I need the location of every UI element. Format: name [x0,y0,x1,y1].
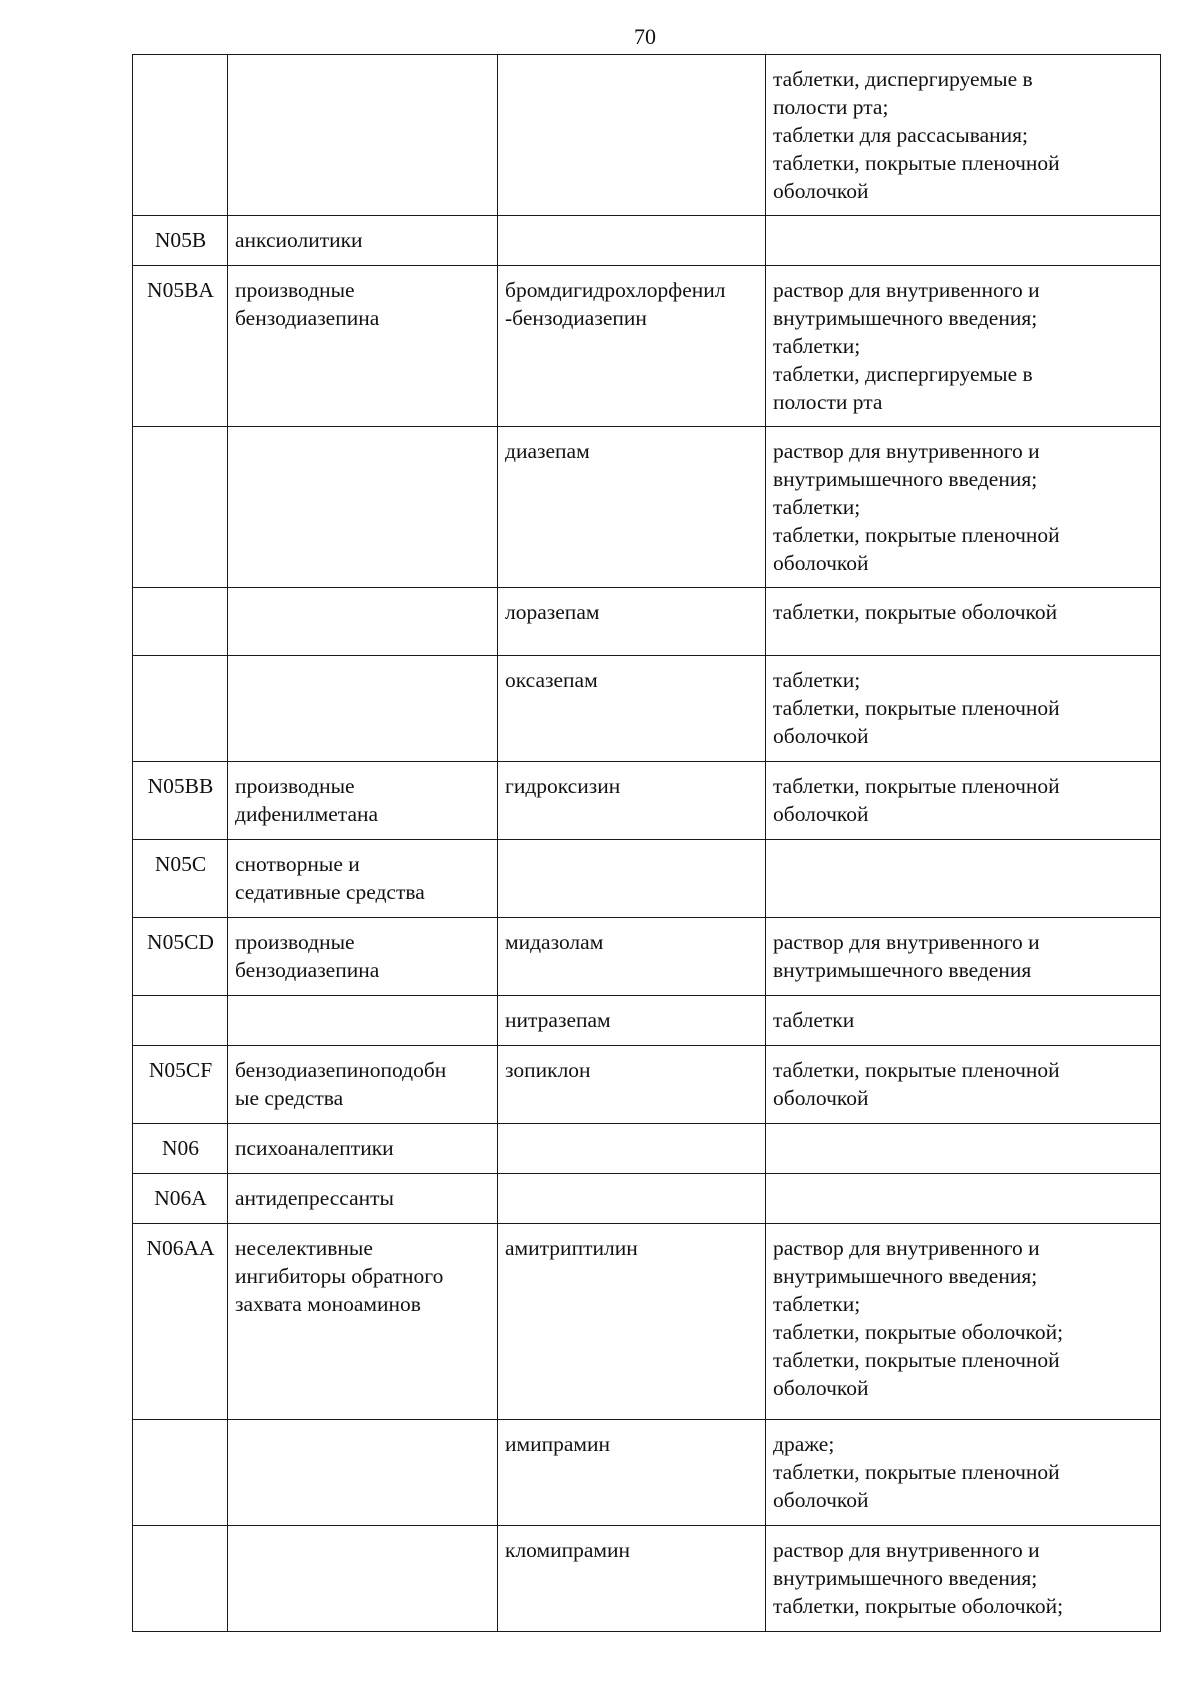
group-cell [228,1224,498,1420]
group-line: анксиолитики [235,228,363,252]
atc-code-cell: N06 [133,1124,228,1174]
table-row [133,427,1161,588]
group-cell [228,918,498,996]
dosage-form-line: таблетки, покрытые пленочной [773,1348,1060,1372]
group-cell [228,1124,498,1174]
substance-cell [498,1526,766,1632]
atc-code-cell: N05CF [133,1046,228,1124]
dosage-form-line: таблетки, покрытые пленочной [773,774,1060,798]
dosage-form-line: таблетки, покрытые оболочкой; [773,1594,1064,1618]
group-line: седативные средства [235,880,425,904]
dosage-form-cell [766,656,1161,762]
dosage-form-cell [766,427,1161,588]
substance-line: оксазепам [505,668,598,692]
dosage-form-line: раствор для внутривенного и [773,439,1040,463]
table-row [133,1046,1161,1124]
group-cell [228,840,498,918]
dosage-form-line: оболочкой [773,802,869,826]
dosage-form-cell [766,840,1161,918]
substance-line: нитразепам [505,1008,611,1032]
dosage-form-line: оболочкой [773,551,869,575]
dosage-form-cell [766,1124,1161,1174]
substance-line: -бензодиазепин [505,306,647,330]
dosage-form-cell [766,1046,1161,1124]
atc-code-cell: N06AA [133,1224,228,1420]
dosage-form-line: оболочкой [773,1086,869,1110]
group-cell [228,1174,498,1224]
substance-line: бромдигидрохлорфенил [505,278,726,302]
group-cell [228,427,498,588]
dosage-form-line: таблетки, покрытые пленочной [773,696,1060,720]
dosage-form-cell [766,1224,1161,1420]
group-line: ингибиторы обратного [235,1264,444,1288]
substance-cell [498,1124,766,1174]
dosage-form-line: раствор для внутривенного и [773,1538,1040,1562]
atc-code-cell [133,1526,228,1632]
group-cell [228,216,498,266]
substance-line: мидазолам [505,930,604,954]
group-line: ые средства [235,1086,344,1110]
group-line: бензодиазепина [235,306,380,330]
group-line: производные [235,930,355,954]
atc-code-cell [133,55,228,216]
atc-code-cell: N05CD [133,918,228,996]
substance-line: зопиклон [505,1058,591,1082]
substance-cell [498,55,766,216]
table-row [133,1526,1161,1632]
dosage-form-cell [766,216,1161,266]
dosage-form-line: таблетки; [773,668,861,692]
dosage-form-line: таблетки, покрытые пленочной [773,1058,1060,1082]
dosage-form-line: таблетки; [773,495,861,519]
dosage-form-cell [766,762,1161,840]
dosage-form-line: внутримышечного введения; [773,1264,1038,1288]
substance-cell [498,216,766,266]
dosage-form-line: таблетки для рассасывания; [773,123,1028,147]
dosage-form-line: внутримышечного введения; [773,467,1038,491]
table-row [133,588,1161,656]
group-cell [228,996,498,1046]
table-row [133,840,1161,918]
group-line: психоаналептики [235,1136,394,1160]
table-body [133,55,1161,1632]
dosage-form-cell [766,55,1161,216]
group-cell [228,588,498,656]
substance-cell [498,1224,766,1420]
group-cell [228,1526,498,1632]
dosage-form-line: полости рта; [773,95,889,119]
dosage-form-line: внутримышечного введения; [773,306,1038,330]
substance-cell [498,266,766,427]
dosage-form-line: полости рта [773,390,883,414]
table-row [133,1174,1161,1224]
dosage-form-line: таблетки, диспергируемые в [773,67,1033,91]
atc-code-cell [133,1420,228,1526]
atc-code-cell: N05C [133,840,228,918]
dosage-form-line: оболочкой [773,179,869,203]
group-line: производные [235,278,355,302]
dosage-form-cell [766,266,1161,427]
dosage-form-line: внутримышечного введения; [773,1566,1038,1590]
substance-cell [498,1174,766,1224]
group-cell [228,1420,498,1526]
substance-cell [498,762,766,840]
table-row [133,918,1161,996]
atc-code-cell: N05B [133,216,228,266]
atc-code-cell: N05BA [133,266,228,427]
dosage-form-line: таблетки; [773,1292,861,1316]
dosage-form-cell [766,996,1161,1046]
dosage-form-cell [766,1174,1161,1224]
dosage-form-line: раствор для внутривенного и [773,930,1040,954]
substance-line: диазепам [505,439,590,463]
substance-cell [498,1046,766,1124]
atc-code-cell [133,427,228,588]
substance-cell [498,918,766,996]
substance-line: амитриптилин [505,1236,638,1260]
substance-line: гидроксизин [505,774,621,798]
dosage-form-line: раствор для внутривенного и [773,278,1040,302]
substance-cell [498,656,766,762]
table-row [133,1420,1161,1526]
group-line: бензодиазепиноподобн [235,1058,447,1082]
table-row [133,216,1161,266]
group-cell [228,266,498,427]
group-cell [228,55,498,216]
dosage-form-line: оболочкой [773,1488,869,1512]
substance-line: имипрамин [505,1432,611,1456]
dosage-form-line: внутримышечного введения [773,958,1032,982]
drug-table [132,54,1161,1632]
group-line: антидепрессанты [235,1186,395,1210]
table-row [133,266,1161,427]
substance-line: лоразепам [505,600,600,624]
page-number: 70 [634,24,656,49]
group-cell [228,656,498,762]
table-row [133,996,1161,1046]
atc-code-cell: N06A [133,1174,228,1224]
dosage-form-line: таблетки; [773,334,861,358]
table-row [133,55,1161,216]
substance-cell [498,588,766,656]
dosage-form-line: таблетки [773,1008,855,1032]
substance-cell [498,427,766,588]
dosage-form-line: таблетки, покрытые пленочной [773,1460,1060,1484]
substance-line: кломипрамин [505,1538,631,1562]
atc-code-cell [133,996,228,1046]
group-line: дифенилметана [235,802,379,826]
group-line: снотворные и [235,852,360,876]
table-row [133,1224,1161,1420]
dosage-form-cell [766,588,1161,656]
dosage-form-cell [766,918,1161,996]
atc-code-cell [133,656,228,762]
dosage-form-line: драже; [773,1432,835,1456]
table-row [133,1124,1161,1174]
dosage-form-line: таблетки, покрытые оболочкой; [773,1320,1064,1344]
dosage-form-cell [766,1420,1161,1526]
atc-code-cell [133,588,228,656]
group-line: бензодиазепина [235,958,380,982]
dosage-form-line: оболочкой [773,1376,869,1400]
table-row [133,656,1161,762]
dosage-form-line: таблетки, диспергируемые в [773,362,1033,386]
dosage-form-line: таблетки, покрытые оболочкой [773,600,1058,624]
substance-cell [498,1420,766,1526]
group-cell [228,762,498,840]
dosage-form-line: оболочкой [773,724,869,748]
group-line: захвата моноаминов [235,1292,421,1316]
group-line: неселективные [235,1236,373,1260]
dosage-form-line: таблетки, покрытые пленочной [773,523,1060,547]
dosage-form-cell [766,1526,1161,1632]
table-row [133,762,1161,840]
dosage-form-line: раствор для внутривенного и [773,1236,1040,1260]
dosage-form-line: таблетки, покрытые пленочной [773,151,1060,175]
substance-cell [498,840,766,918]
group-cell [228,1046,498,1124]
atc-code-cell: N05BB [133,762,228,840]
substance-cell [498,996,766,1046]
group-line: производные [235,774,355,798]
